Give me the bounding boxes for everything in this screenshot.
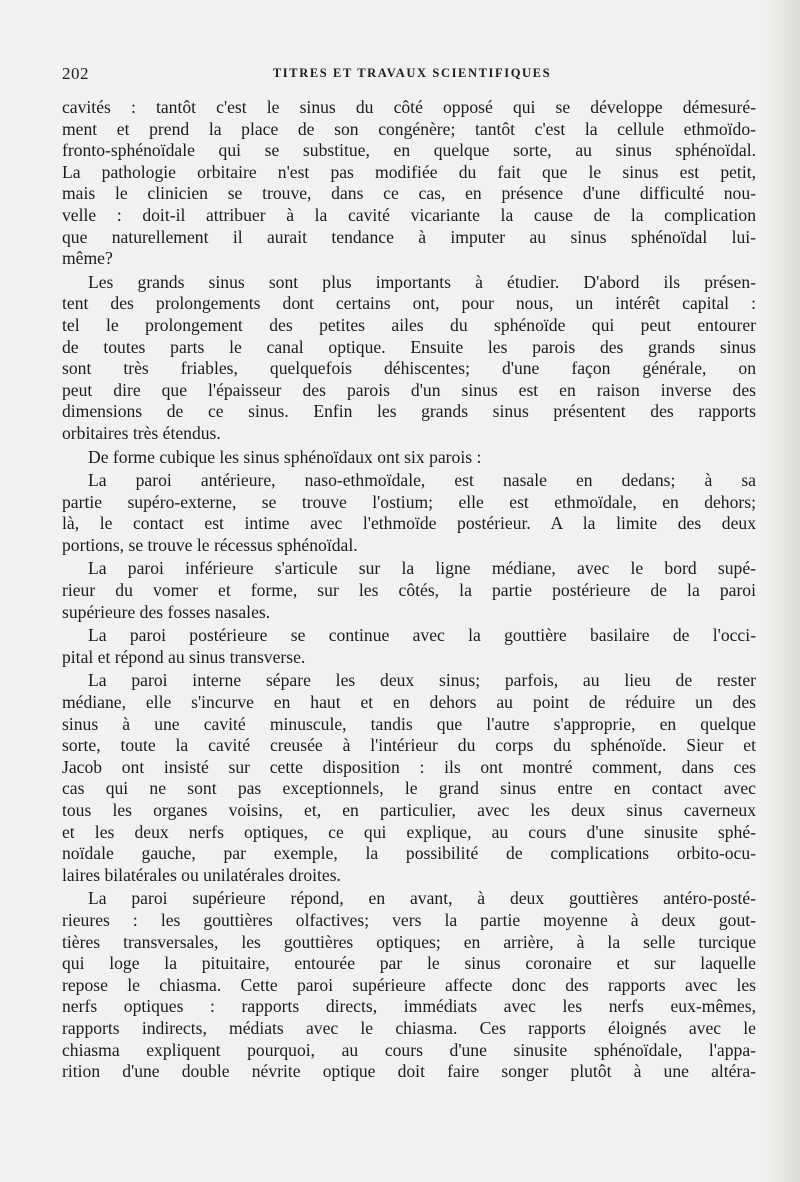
text-line: pital et répond au sinus transverse. (62, 646, 306, 667)
text-line: sorte, toute la cavité creusée à l'intérieur du corps du sphénoïde. Sieur et (62, 735, 756, 756)
text-line: dimensions de ce sinus. Enfin les grands sinus présentent des rapports (62, 401, 756, 422)
text-line: rieur du vomer et forme, sur les côtés, la partie postérieure de la paroi (62, 580, 756, 601)
text-line: tent des prolongements dont certains ont, pour nous, un intérêt capital : (62, 293, 756, 314)
text-line: noïdale gauche, par exemple, la possibilité de complications orbito-ocu- (62, 843, 756, 864)
running-title: TITRES ET TRAVAUX SCIENTIFIQUES (272, 66, 552, 80)
text-line: rapports indirects, médiats avec le chiasma. Ces rapports éloignés avec le (62, 1017, 756, 1038)
text-line: La paroi antérieure, naso-ethmoïdale, est nasale en dedans; à sa (88, 470, 756, 491)
text-line: partie supéro-externe, se trouve l'ostium; elle est ethmoïdale, en dehors; (62, 491, 756, 512)
text-line: mais le clinicien se trouve, dans ce cas, en présence d'une difficulté nou- (62, 183, 756, 204)
text-line: nerfs optiques : rapports directs, immédiats avec les nerfs eux-mêmes, (62, 996, 756, 1017)
text-line: portions, se trouve le récessus sphénoïdal. (62, 534, 358, 555)
text-line: de toutes parts le canal optique. Ensuite les parois des grands sinus (62, 336, 756, 357)
text-line: repose le chiasma. Cette paroi supérieure affecte donc des rapports avec les (62, 974, 756, 995)
text-line: ment et prend la place de son congénère; tantôt c'est la cellule ethmoïdo- (62, 118, 756, 139)
text-line: orbitaires très étendus. (62, 422, 221, 443)
text-line: laires bilatérales ou unilatérales droites. (62, 864, 341, 885)
text-line: La pathologie orbitaire n'est pas modifiée du fait que le sinus est petit, (62, 161, 756, 182)
running-header (62, 64, 762, 86)
text-line: Les grands sinus sont plus importants à étudier. D'abord ils présen- (88, 271, 756, 292)
text-line: sont très friables, quelquefois déhiscentes; d'une façon générale, on (62, 358, 756, 379)
text-line: chiasma expliquent pourquoi, au cours d'une sinusite sphénoïdale, l'appa- (62, 1039, 756, 1060)
text-line: qui loge la pituitaire, entourée par le sinus coronaire et sur laquelle (62, 953, 756, 974)
text-line: De forme cubique les sinus sphénoïdaux ont six parois : (88, 446, 482, 467)
text-line: peut dire que l'épaisseur des parois d'un sinus est en raison inverse des (62, 379, 756, 400)
text-line: et les deux nerfs optiques, ce qui explique, au cours d'une sinusite sphé- (62, 821, 756, 842)
text-line: La paroi inférieure s'articule sur la ligne médiane, avec le bord supé- (88, 558, 756, 579)
text-line: La paroi interne sépare les deux sinus; parfois, au lieu de rester (88, 670, 756, 691)
text-line: même? (62, 248, 113, 269)
text-line: velle : doit-il attribuer à la cavité vicariante la cause de la complication (62, 204, 756, 225)
text-line: tous les organes voisins, et, en particulier, avec les deux sinus caverneux (62, 800, 756, 820)
page-number: 202 (62, 64, 89, 83)
text-line: tières transversales, les gouttières optiques; en arrière, à la selle turcique (62, 931, 756, 952)
text-line: tel le prolongement des petites ailes du sphénoïde qui peut entourer (62, 314, 756, 335)
page-edge-shadow (764, 0, 800, 1182)
text-line: cavités : tantôt c'est le sinus du côté opposé qui se développe démesuré- (62, 97, 756, 117)
text-line: là, le contact est intime avec l'ethmoïde postérieur. A la limite des deux (62, 513, 756, 534)
body-text (62, 97, 756, 1083)
text-line: Jacob ont insisté sur cette disposition : ils ont montré comment, dans ces (62, 756, 756, 777)
text-line: rieures : les gouttières olfactives; vers la partie moyenne à deux gout- (62, 909, 756, 930)
text-line: médiane, elle s'incurve en haut et en dehors au point de réduire un des (62, 692, 756, 713)
text-line: rition d'une double névrite optique doit faire songer plutôt à une altéra- (62, 1061, 756, 1082)
text-line: La paroi postérieure se continue avec la gouttière basilaire de l'occi- (88, 625, 756, 646)
text-line: sinus à une cavité minuscule, tandis que l'autre s'approprie, en quelque (62, 713, 756, 734)
text-line: La paroi supérieure répond, en avant, à deux gouttières antéro-posté- (88, 888, 756, 909)
text-line: que naturellement il aurait tendance à imputer au sinus sphénoïdal lui- (62, 226, 756, 247)
text-line: cas qui ne sont pas exceptionnels, le grand sinus entre en contact avec (62, 778, 756, 799)
text-line: supérieure des fosses nasales. (62, 601, 271, 622)
text-line: fronto-sphénoïdale qui se substitue, en quelque sorte, au sinus sphénoïdal. (62, 140, 756, 161)
